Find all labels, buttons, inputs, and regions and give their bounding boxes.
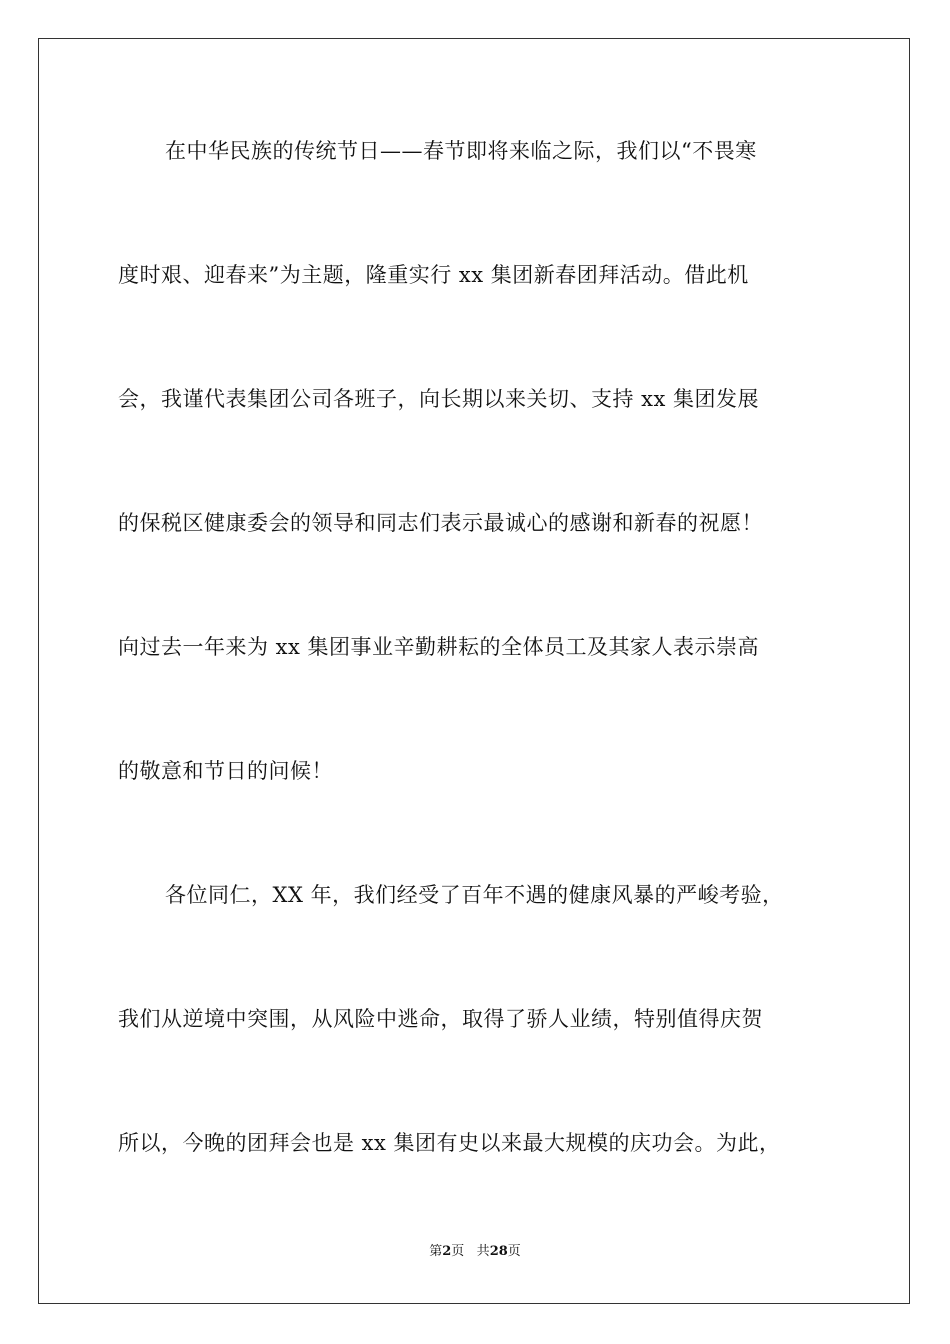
page-border <box>38 38 910 1304</box>
page-footer <box>0 1243 950 1261</box>
paragraph-2-line-3: 所以，今晚的团拜会也是 xx 集团有史以来最大规模的庆功会。为此， <box>118 1131 781 1155</box>
footer-page-prefix: 第 <box>429 1244 443 1259</box>
paragraph-1-line-4: 的保税区健康委会的领导和同志们表示最诚心的感谢和新春的祝愿！ <box>118 511 763 535</box>
paragraph-2-line-1: 各位同仁，XX 年，我们经受了百年不遇的健康风暴的严峻考验， <box>165 883 784 907</box>
footer-total-suffix: 页 <box>507 1244 521 1259</box>
paragraph-1-line-3: 会，我谨代表集团公司各班子，向长期以来关切、支持 xx 集团发展 <box>118 387 760 411</box>
paragraph-1-line-2: 度时艰、迎春来”为主题，隆重实行 xx 集团新春团拜活动。借此机 <box>118 263 749 287</box>
footer-total-prefix: 共 <box>476 1244 490 1259</box>
footer-page-suffix: 页 <box>451 1244 465 1259</box>
footer-total-pages: 28 <box>489 1244 508 1259</box>
paragraph-1-line-1: 在中华民族的传统节日——春节即将来临之际，我们以“不畏寒 <box>165 139 757 163</box>
paragraph-2-line-2: 我们从逆境中突围，从风险中逃命，取得了骄人业绩，特别值得庆贺 <box>118 1007 763 1031</box>
paragraph-1-line-6: 的敬意和节日的问候！ <box>118 759 333 783</box>
paragraph-1-line-5: 向过去一年来为 xx 集团事业辛勤耕耘的全体员工及其家人表示崇高 <box>118 635 760 659</box>
footer-page-number: 2 <box>442 1244 452 1259</box>
